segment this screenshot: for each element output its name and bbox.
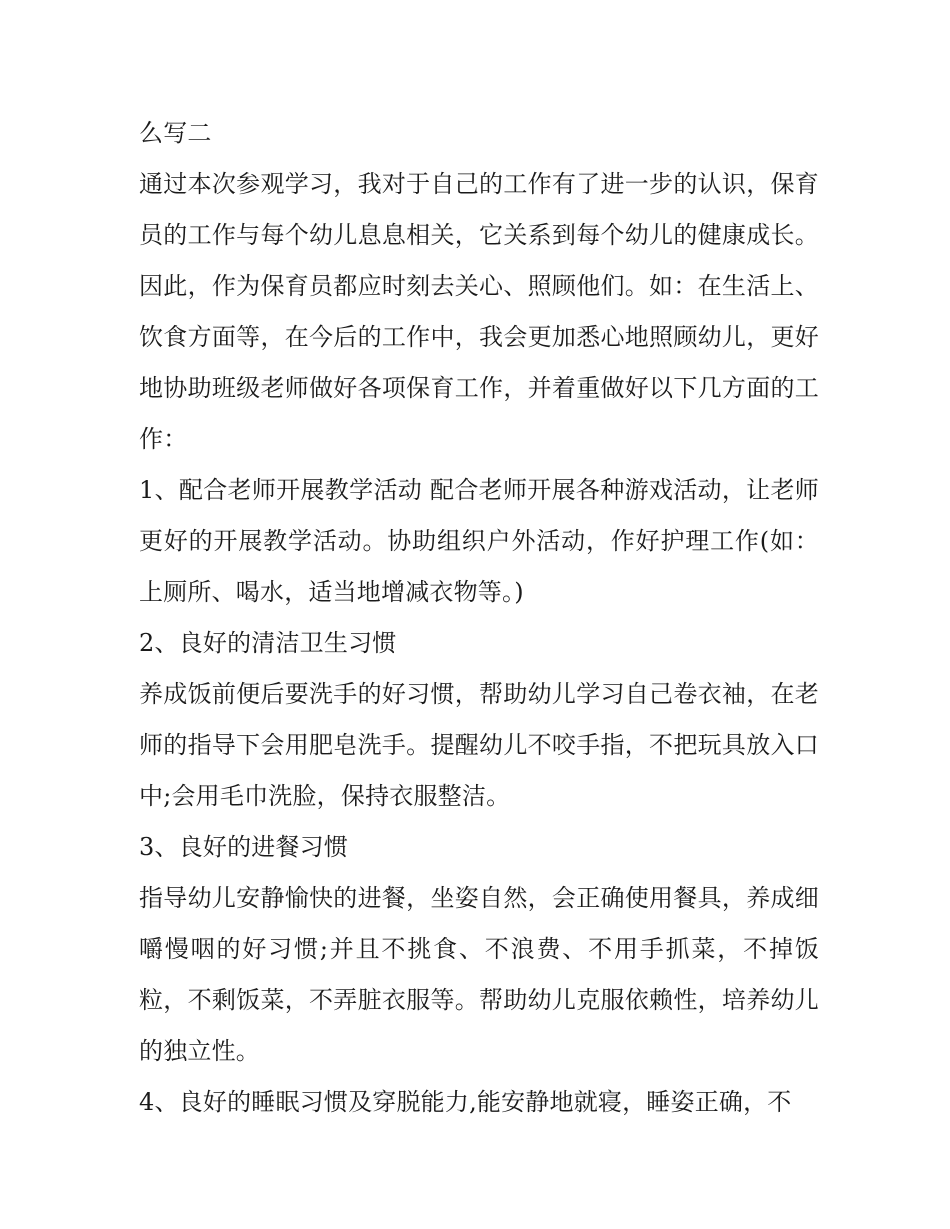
intro-paragraph: 通过本次参观学习，我对于自己的工作有了进一步的认识，保育员的工作与每个幼儿息息相关，它关系到每个幼儿的健康成长。因此，作为保育员都应时刻去关心、照顾他们。如：在生活上、饮食方面等，在今后的工作中，我会更加悉心地照顾幼儿，更好地协助班级老师做好各项保育工作，并着重做好以下几方面的工作： xyxy=(139,170,819,453)
item-3-heading: 3、良好的进餐习惯 xyxy=(139,833,349,861)
item-2-heading: 2、良好的清洁卫生习惯 xyxy=(139,629,397,657)
document-body xyxy=(139,108,819,1128)
item-2-paragraph: 养成饭前便后要洗手的好习惯，帮助幼儿学习自己卷衣袖，在老师的指导下会用肥皂洗手。提醒幼儿不咬手指，不把玩具放入口中;会用毛巾洗脸，保持衣服整洁。 xyxy=(139,680,819,810)
section-heading: 么写二 xyxy=(139,119,212,147)
item-3-paragraph: 指导幼儿安静愉快的进餐，坐姿自然，会正确使用餐具，养成细嚼慢咽的好习惯;并且不挑食、不浪费、不用手抓菜，不掉饭粒，不剩饭菜，不弄脏衣服等。帮助幼儿克服依赖性，培养幼儿的独立性。 xyxy=(139,884,819,1065)
item-4-paragraph: 4、良好的睡眠习惯及穿脱能力,能安静地就寝，睡姿正确，不 xyxy=(139,1088,792,1116)
item-1-paragraph: 1、配合老师开展教学活动 配合老师开展各种游戏活动，让老师更好的开展教学活动。协助组织户外活动，作好护理工作(如：上厕所、喝水，适当地增减衣物等。) xyxy=(139,476,819,606)
